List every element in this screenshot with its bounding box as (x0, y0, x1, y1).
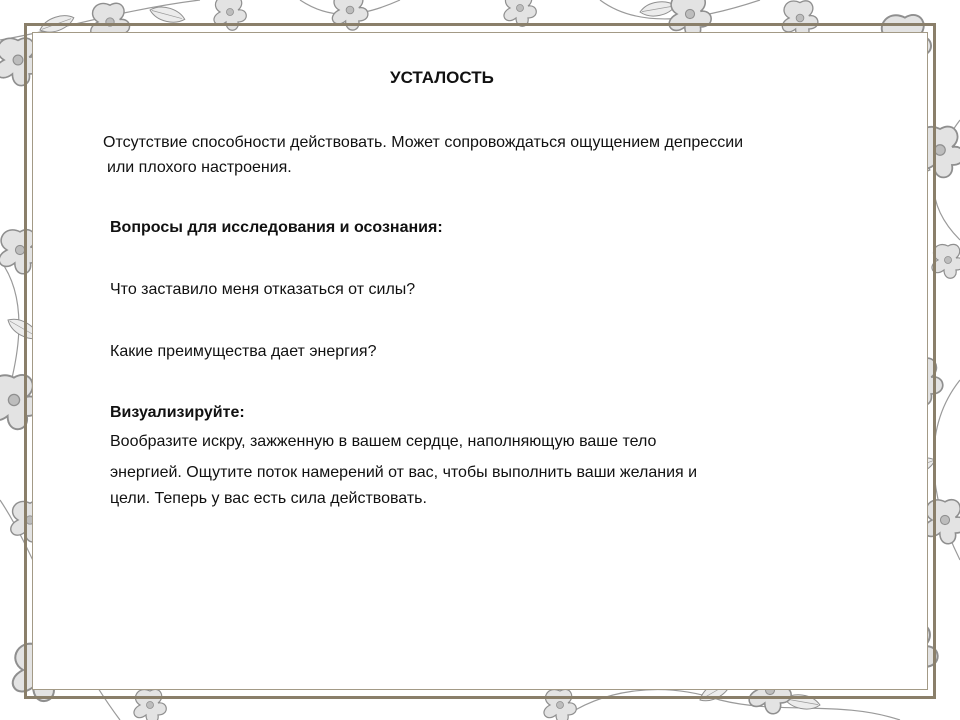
slide-title: УСТАЛОСТЬ (390, 68, 494, 87)
definition-paragraph (103, 130, 903, 180)
question-item: Какие преимущества дает энергия? (110, 343, 377, 360)
question-item: Что заставило меня отказаться от силы? (110, 281, 416, 298)
questions-heading: Вопросы для исследования и осознания: (110, 219, 443, 236)
definition-line-1: Отсутствие способности действовать. Может сопровождаться ощущением депрессии (103, 134, 744, 151)
visualize-heading: Визуализируйте: (110, 404, 245, 421)
definition-line-2: или плохого настроения. (107, 159, 292, 176)
visualize-line: энергией. Ощутите поток намерений от вас, чтобы выполнить ваши желания и (110, 464, 698, 481)
visualize-line: цели. Теперь у вас есть сила действовать. (110, 490, 427, 507)
visualize-line: Вообразите искру, зажженную в вашем сердце, наполняющую ваше тело (110, 433, 657, 450)
